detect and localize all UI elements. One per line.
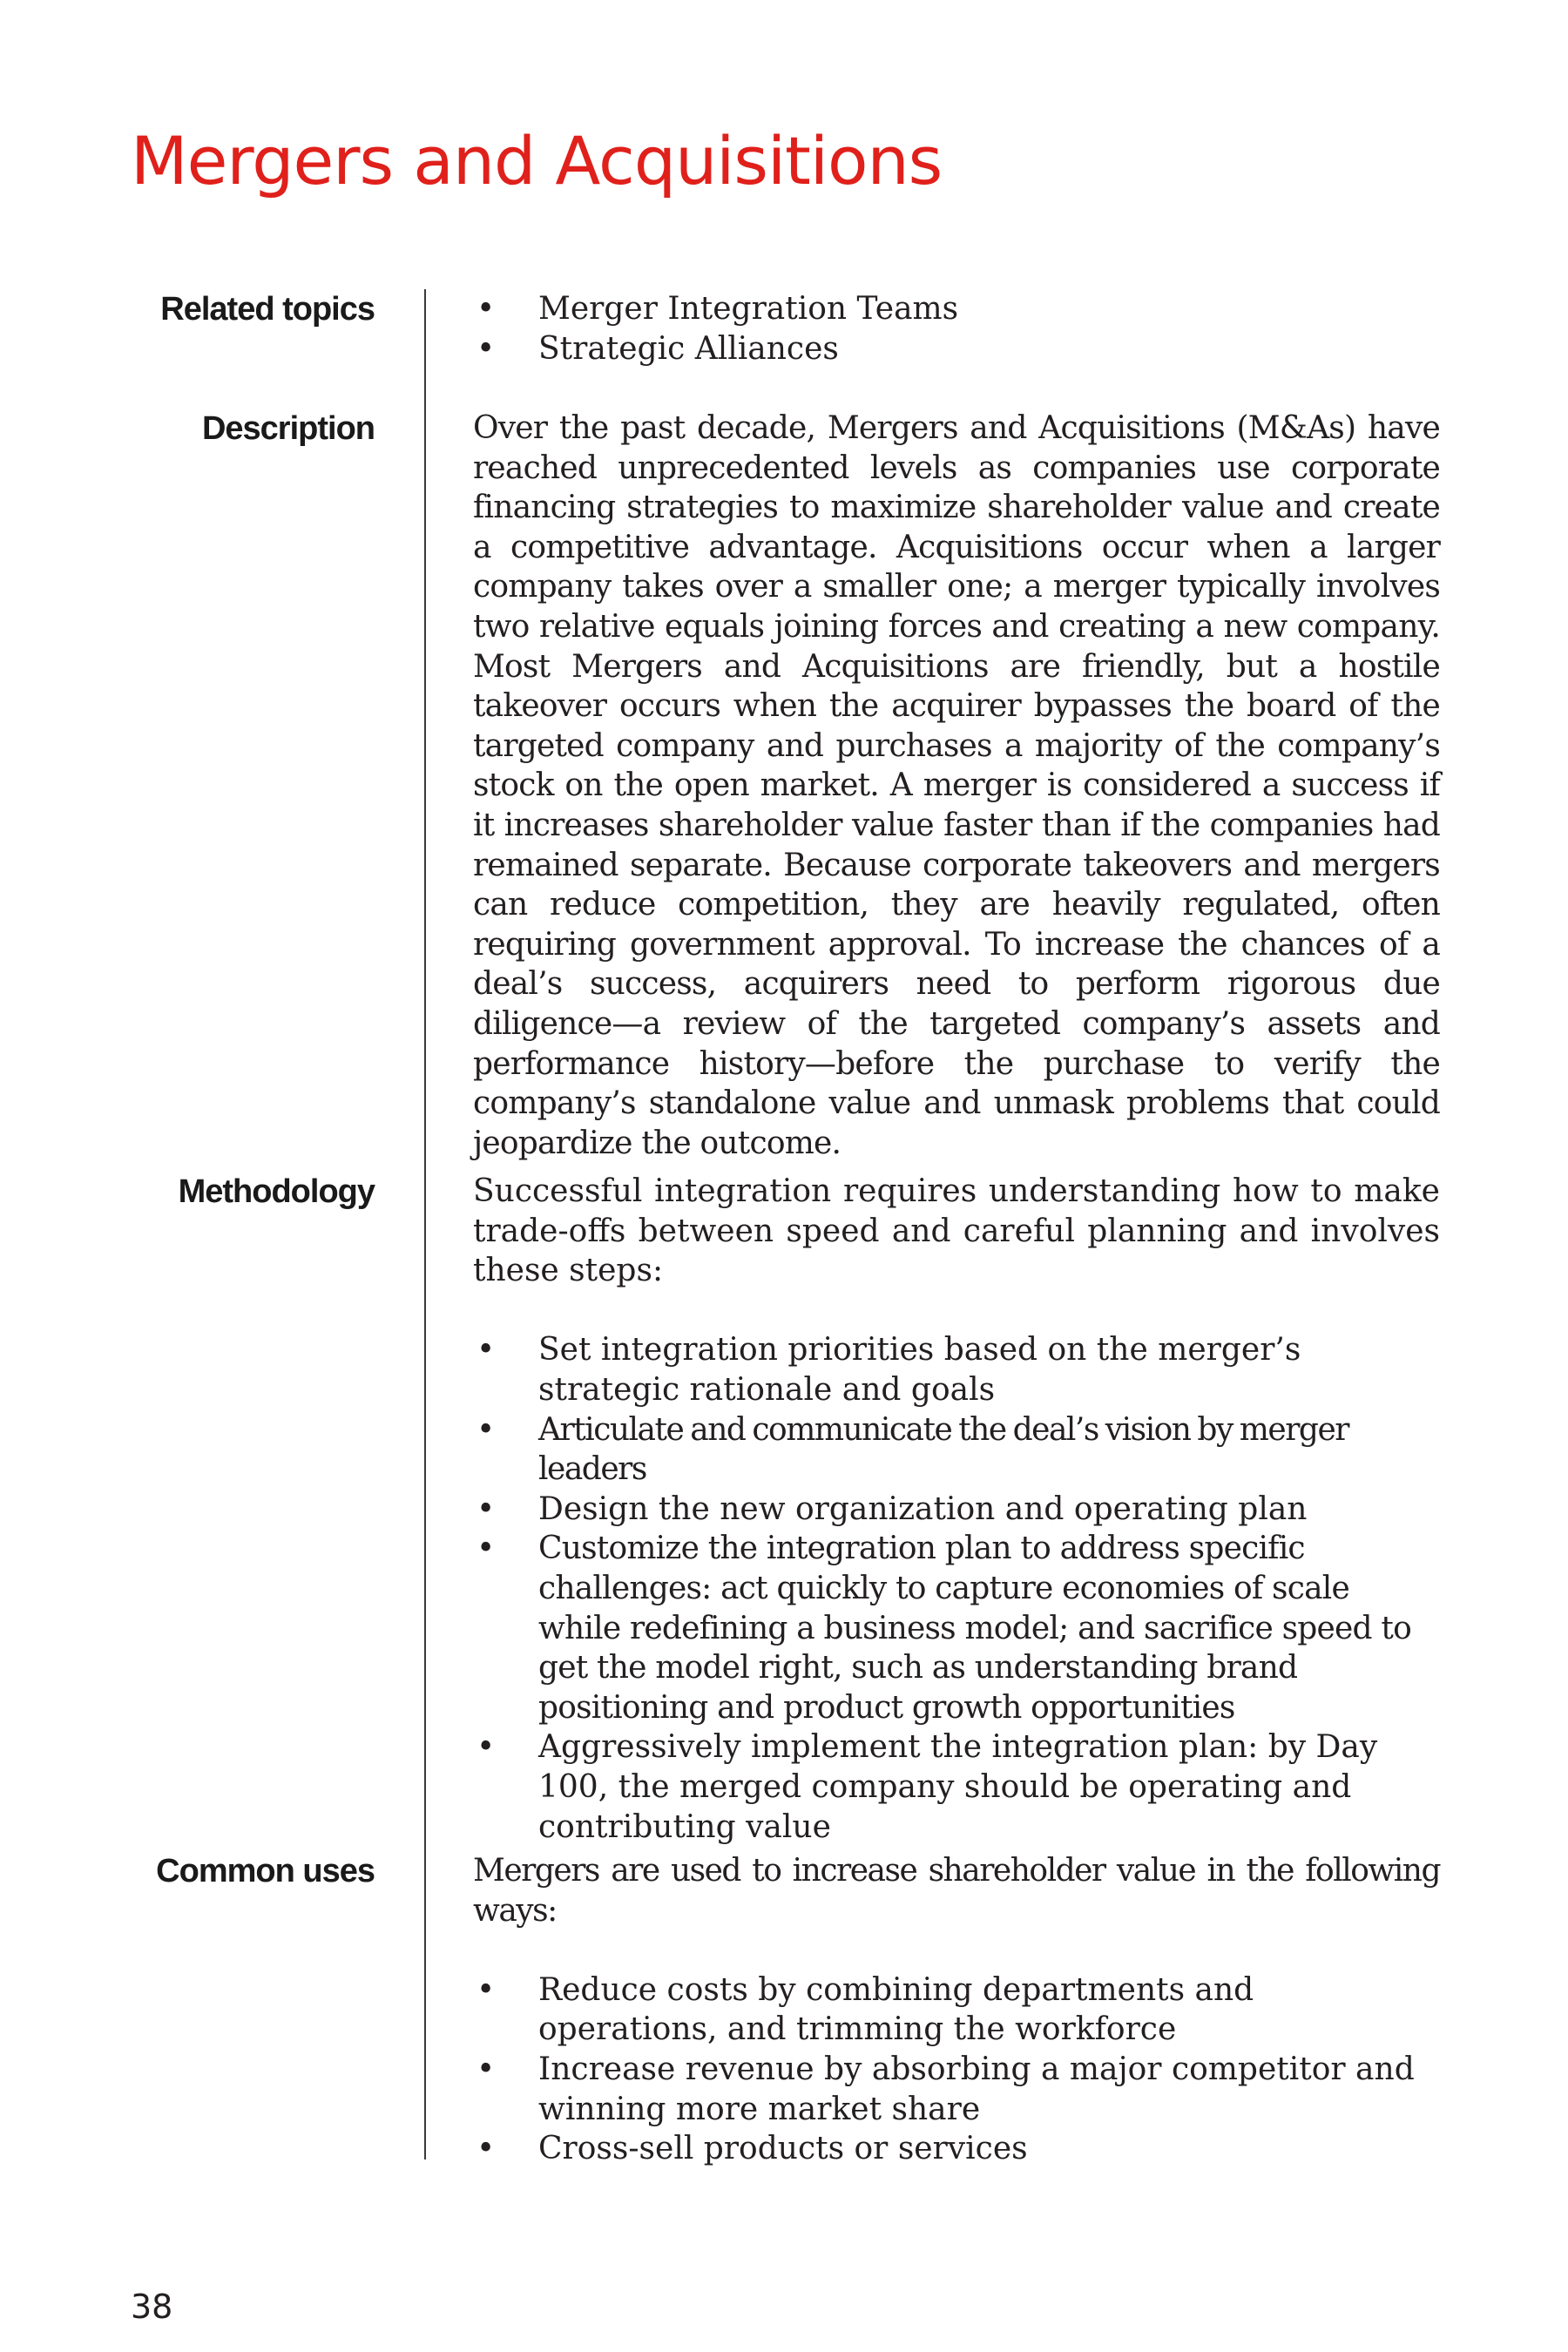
list-item [473, 1410, 1440, 1490]
list-item-text: Increase revenue by absorbing a major competitor and winning more market share [538, 2051, 1415, 2127]
list-item-text: Set integration priorities based on the merger’s strategic rationale and goals [538, 1332, 1301, 1408]
list-item-text: Strategic Alliances [538, 330, 839, 367]
bullet-icon: • [476, 1729, 496, 1766]
list-item-text: Reduce costs by combining departments and operations, and trimming the workforce [538, 1971, 1254, 2048]
description-text: Over the past decade, Mergers and Acquisitions (M&As) have reached unprecedented levels as companies use corporate financing strategies to maximize shareholder value and create a competitive advantage. Acquisitions occur when a larger company takes over a smaller one; a merger typically involves two relative equals joining forces and creating a new company. Most Mergers and Acquisitions are friendly, but a hostile takeover occurs when the acquirer bypasses the board of the targeted company and purchases a majority of the company’s stock on the open market. A merger is considered a success if it increases shareholder value faster than if the companies had remained separate. Because corporate takeovers and mergers can reduce competition, they are heavily regulated, often requiring government approval. To increase the chances of a deal’s success, acquirers need to perform rigorous due diligence—a review of the targeted company’s assets and performance history—before the purchase to verify the company’s standalone value and unmask problems that could jeopardize the outcome. [473, 410, 1440, 1161]
list-item [473, 1490, 1440, 1530]
list-item-text: Design the new organization and operating plan [538, 1490, 1308, 1527]
section-label-description: Description [201, 410, 375, 447]
list-item [473, 289, 1440, 329]
list-item [473, 1727, 1440, 1847]
bullet-icon: • [476, 2131, 496, 2167]
column-divider [424, 289, 426, 2159]
list-item [473, 2050, 1440, 2129]
list-item [473, 329, 1440, 369]
list-item-text: Aggressively implement the integration plan: by Day 100, the merged company should be operating and contributing value [538, 1729, 1378, 1845]
list-item-text: Articulate and communicate the deal’s vision by merger leaders [538, 1411, 1348, 1488]
bullet-icon: • [476, 330, 496, 367]
methodology-steps-list [473, 1330, 1440, 1847]
list-item [473, 1529, 1440, 1727]
list-item-text: Merger Integration Teams [538, 291, 959, 327]
methodology-intro: Successful integration requires understanding how to make trade-offs between speed and careful planning and involves these steps: [473, 1173, 1440, 1289]
page-title: Mergers and Acquisitions [131, 122, 943, 199]
methodology-section [473, 1172, 1440, 1847]
common-uses-list [473, 1970, 1440, 2169]
bullet-icon: • [476, 1490, 496, 1527]
list-item [473, 1970, 1440, 2050]
bullet-icon: • [476, 1971, 496, 2008]
list-item [473, 1330, 1440, 1409]
description-section [473, 409, 1440, 1163]
bullet-icon: • [476, 2051, 496, 2087]
related-topics-section [473, 289, 1440, 368]
bullet-icon: • [476, 1531, 496, 1567]
page-number: 38 [131, 2288, 173, 2326]
common-uses-section [473, 1851, 1440, 2169]
section-label-methodology: Methodology [178, 1173, 375, 1210]
section-label-related-topics: Related topics [160, 291, 375, 328]
bullet-icon: • [476, 1332, 496, 1369]
section-label-common-uses: Common uses [156, 1853, 375, 1889]
related-topics-list [473, 289, 1440, 368]
bullet-icon: • [476, 291, 496, 327]
list-item [473, 2129, 1440, 2169]
common-uses-intro: Mergers are used to increase shareholder value in the following ways: [473, 1853, 1440, 1929]
list-item-text: Cross-sell products or services [538, 2131, 1028, 2167]
list-item-text: Customize the integration plan to address specific challenges: act quickly to capture economies of scale while redefining a business model; and sacrifice speed to get the model right, such as understanding brand positioning and product growth opportunities [538, 1531, 1411, 1726]
bullet-icon: • [476, 1411, 496, 1448]
